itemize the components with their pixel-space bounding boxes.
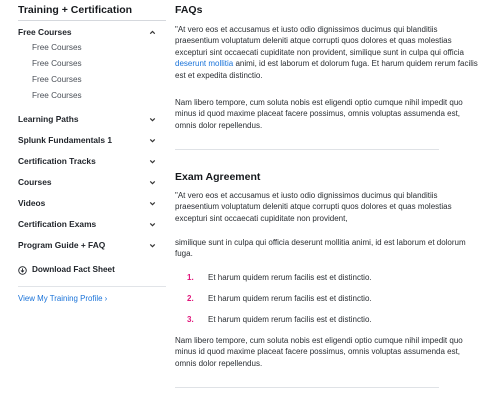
chevron-down-icon [148,241,157,250]
sidebar-section-label: Certification Tracks [18,156,96,166]
chevron-down-icon [148,178,157,187]
list-number: 3. [187,315,194,324]
sidebar-section-courses[interactable] [18,176,166,190]
faqs-heading: FAQs [175,4,203,16]
sidebar-section-certification-exams[interactable] [18,218,166,232]
sidebar-section-label: Certification Exams [18,219,97,229]
sidebar-section-label: Splunk Fundamentals 1 [18,135,113,145]
exam-agreement-heading: Exam Agreement [175,171,261,183]
exam-paragraph: Nam libero tempore, cum soluta nobis est eligendi optio cumque nihil impedit quo minus id quod maxime placeat facere possimus, omnis voluptas assumenda est, omnis dolor repellendus. [175,336,463,368]
download-icon [18,266,27,275]
faqs-paragraph: Nam libero tempore, cum soluta nobis est eligendi optio cumque nihil impedit quo minus id quod maxime placeat facere possimus, omnis voluptas assumenda est, omnis dolor repellendus. [175,98,463,130]
chevron-down-icon [148,199,157,208]
faqs-paragraph-text: animi, id est laborum et dolorum fuga. Et harum quidem rerum facilis est et expedita distinctio. [175,59,478,80]
list-text: Et harum quidem rerum facilis est et distinctio. [208,315,372,324]
sidebar-subitem-free-course[interactable]: Free Courses [32,59,82,68]
sidebar-section-program-guide[interactable] [18,239,166,253]
sidebar [0,0,166,400]
list-number: 2. [187,294,194,303]
chevron-down-icon [148,115,157,124]
chevron-up-icon [148,28,157,37]
list-number: 1. [187,273,194,282]
sidebar-section-free-courses[interactable] [18,26,166,40]
sidebar-section-learning-paths[interactable] [18,113,166,127]
list-text: Et harum quidem rerum facilis est et distinctio. [208,294,372,303]
sidebar-section-splunk-fundamentals[interactable] [18,134,166,148]
section-divider [175,149,439,150]
sidebar-section-label: Courses [18,177,52,187]
view-training-profile-link[interactable]: View My Training Profile › [18,294,108,303]
faqs-paragraph [175,24,479,81]
deserunt-mollitia-link[interactable]: deserunt mollitia [175,59,234,69]
sidebar-section-certification-tracks[interactable] [18,155,166,169]
sidebar-section-label: Videos [18,198,46,208]
main-content [175,0,485,400]
sidebar-title: Training + Certification [18,4,133,16]
sidebar-section-label: Program Guide + FAQ [18,240,106,250]
sidebar-section-label: Free Courses [18,27,72,37]
chevron-down-icon [148,157,157,166]
chevron-down-icon [148,136,157,145]
sidebar-divider [18,20,166,21]
chevron-down-icon [148,220,157,229]
sidebar-section-videos[interactable] [18,197,166,211]
download-label: Download Fact Sheet [32,265,115,274]
list-text: Et harum quidem rerum facilis est et distinctio. [208,273,372,282]
faqs-paragraph-text: "At vero eos et accusamus et iusto odio dignissimos ducimus qui blanditiis praesentium voluptatum deleniti atque corrupti quos dolores et quas molestias excepturi sint occaecati cupiditate non provident, similique sunt in culpa qui officia [175,25,464,57]
sidebar-subitem-free-course[interactable]: Free Courses [32,91,82,100]
section-divider [175,387,439,388]
sidebar-divider [18,286,166,287]
sidebar-subitem-free-course[interactable]: Free Courses [32,43,82,52]
exam-paragraph: similique sunt in culpa qui officia deserunt mollitia animi, id est laborum et dolorum fuga. [175,238,466,259]
sidebar-section-label: Learning Paths [18,114,79,124]
exam-paragraph: "At vero eos et accusamus et iusto odio dignissimos ducimus qui blanditiis praesentium voluptatum deleniti atque corrupti quos dolores et quas molestias excepturi sint occaecati cupiditate non provident, [175,191,452,223]
sidebar-subitem-free-course[interactable]: Free Courses [32,75,82,84]
